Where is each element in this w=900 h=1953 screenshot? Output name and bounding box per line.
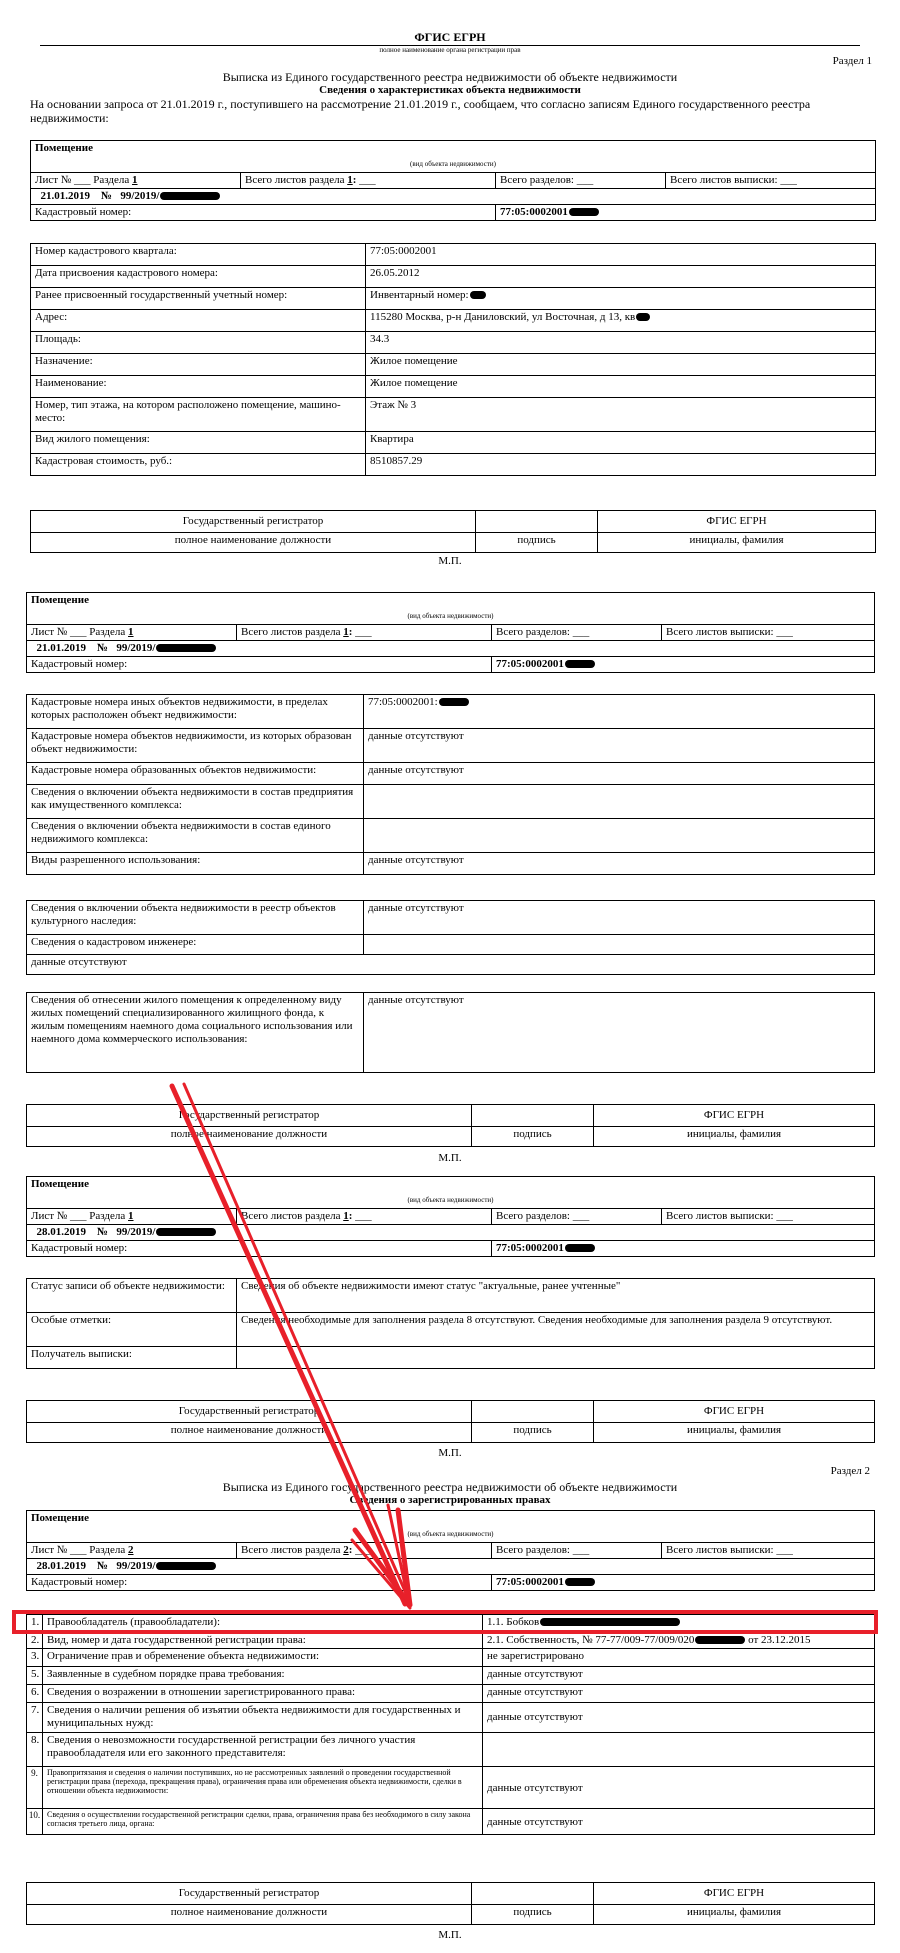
row-value: данные отсутствуют <box>364 853 875 875</box>
row-value: Этаж № 3 <box>366 398 876 432</box>
engineer-value: данные отсутствуют <box>27 955 875 975</box>
row-num: 1. <box>27 1615 43 1633</box>
row-value: не зарегистрировано <box>483 1649 875 1667</box>
cad-label: Кадастровый номер: <box>27 657 492 673</box>
cad-value: 77:05:0002001 <box>492 657 875 673</box>
row-label: Кадастровая стоимость, руб.: <box>31 454 366 476</box>
row-num: 8. <box>27 1733 43 1767</box>
total-sheets: Всего листов раздела 2: ___ <box>237 1543 492 1559</box>
extract-date-number: 28.01.2019 № 99/2019/ <box>27 1559 875 1575</box>
initials-caption: инициалы, фамилия <box>594 1127 875 1147</box>
signature-caption: подпись <box>472 1127 594 1147</box>
extract-title-1: Выписка из Единого государственного реестра недвижимости об объекте недвижимости <box>222 70 678 84</box>
initials-caption: инициалы, фамилия <box>594 1423 875 1443</box>
object-type: Помещение <box>31 1512 89 1524</box>
sheet-no: Лист № ___ Раздела 1 <box>27 625 237 641</box>
row-value: данные отсутствуют <box>364 763 875 785</box>
row-label: Адрес: <box>31 310 366 332</box>
object-type-caption: (вид объекта недвижимости) <box>31 157 876 173</box>
extract-date-number: 28.01.2019 № 99/2019/ <box>27 1225 875 1241</box>
extract-date-number: 21.01.2019 № 99/2019/ <box>31 189 876 205</box>
registrar-org: ФГИС ЕГРН <box>594 1883 875 1905</box>
row-num: 3. <box>27 1649 43 1667</box>
row-label: Площадь: <box>31 332 366 354</box>
sheet-no: Лист № ___ Раздела 2 <box>27 1543 237 1559</box>
object-type: Помещение <box>35 142 93 154</box>
signature-caption: подпись <box>472 1905 594 1925</box>
section1-label: Раздел 1 <box>832 55 872 67</box>
special-label: Сведения об отнесении жилого помещения к определенному виду жилых помещений специализированного жилищного фонда, к жилым помещениям наемного дома социального использования или наемного дома коммерческого использования: <box>27 993 364 1073</box>
extract-title-2: Выписка из Единого государственного реестра недвижимости об объекте недвижимости <box>222 1480 678 1494</box>
initials-caption: инициалы, фамилия <box>594 1905 875 1925</box>
row-value: 77:05:0002001 <box>366 244 876 266</box>
object-type: Помещение <box>31 1178 89 1190</box>
total-sheets: Всего листов раздела 1: ___ <box>237 1209 492 1225</box>
registrar-org: ФГИС ЕГРН <box>598 511 876 533</box>
basis-text: На основании запроса от 21.01.2019 г., поступившего на рассмотрение 21.01.2019 г., сообщаем, что согласно записям Единого государственного реестра недвижимости: <box>30 97 811 125</box>
total-sections: Всего разделов: ___ <box>492 1543 662 1559</box>
row-value: 1.1. Бобков <box>483 1615 875 1633</box>
section2-label: Раздел 2 <box>830 1465 870 1477</box>
total-extract-sheets: Всего листов выписки: ___ <box>662 1209 875 1225</box>
row-label: Ограничение прав и обременение объекта недвижимости: <box>43 1649 483 1667</box>
registrar: Государственный регистратор <box>31 511 476 533</box>
row-num: 5. <box>27 1667 43 1685</box>
heritage-label: Сведения о включении объекта недвижимости в реестр объектов культурного наследия: <box>27 901 364 935</box>
row-value: данные отсутствуют <box>483 1703 875 1733</box>
row-value: данные отсутствуют <box>483 1667 875 1685</box>
registrar-org: ФГИС ЕГРН <box>594 1105 875 1127</box>
row-label: Номер, тип этажа, на котором расположено помещение, машино-место: <box>31 398 366 432</box>
mp-stamp: М.П. <box>438 556 462 564</box>
row-label: Сведения о возражении в отношении зарегистрированного права: <box>43 1685 483 1703</box>
row-value: 26.05.2012 <box>366 266 876 288</box>
object-type-caption: (вид объекта недвижимости) <box>27 1193 875 1209</box>
cad-label: Кадастровый номер: <box>31 205 496 221</box>
sheet-no: Лист № ___ Раздела 1 <box>31 173 241 189</box>
total-sections: Всего разделов: ___ <box>492 625 662 641</box>
heritage-value: данные отсутствуют <box>364 901 875 935</box>
row-num: 6. <box>27 1685 43 1703</box>
sheet-no: Лист № ___ Раздела 1 <box>27 1209 237 1225</box>
row-label: Дата присвоения кадастрового номера: <box>31 266 366 288</box>
cad-value: 77:05:0002001 <box>492 1575 875 1591</box>
mp-stamp: М.П. <box>438 1447 462 1459</box>
recipient-label: Получатель выписки: <box>27 1347 237 1369</box>
row-value: 115280 Москва, р-н Даниловский, ул Восточная, д 13, кв <box>366 310 876 332</box>
row-label: Сведения о невозможности государственной регистрации без личного участия правообладателя или его законного представителя: <box>43 1733 483 1767</box>
row-value: 8510857.29 <box>366 454 876 476</box>
registrar: Государственный регистратор <box>27 1883 472 1905</box>
notes-value: Сведения необходимые для заполнения раздела 8 отсутствуют. Сведения необходимые для заполнения раздела 9 отсутствуют. <box>237 1313 875 1347</box>
row-value: данные отсутствуют <box>364 729 875 763</box>
row-label: Виды разрешенного использования: <box>27 853 364 875</box>
registrar-org: ФГИС ЕГРН <box>594 1401 875 1423</box>
total-extract-sheets: Всего листов выписки: ___ <box>662 1543 875 1559</box>
row-value: Квартира <box>366 432 876 454</box>
org-name: ФГИС ЕГРН <box>40 30 860 46</box>
special-value: данные отсутствуют <box>364 993 875 1073</box>
row-label: Сведения о наличии решения об изъятии объекта недвижимости для государственных и муниципальных нужд: <box>43 1703 483 1733</box>
total-sections: Всего разделов: ___ <box>492 1209 662 1225</box>
total-sheets: Всего листов раздела 1: ___ <box>241 173 496 189</box>
extract-date-number: 21.01.2019 № 99/2019/ <box>27 641 875 657</box>
row-num: 7. <box>27 1703 43 1733</box>
object-type: Помещение <box>31 594 89 606</box>
row-value: данные отсутствуют <box>483 1767 875 1809</box>
row-value: 34.3 <box>366 332 876 354</box>
total-extract-sheets: Всего листов выписки: ___ <box>662 625 875 641</box>
position-caption: полное наименование должности <box>31 533 476 553</box>
total-sheets: Всего листов раздела 1: ___ <box>237 625 492 641</box>
row-label: Назначение: <box>31 354 366 376</box>
notes-label: Особые отметки: <box>27 1313 237 1347</box>
row-num: 10. <box>27 1809 43 1835</box>
row-label: Номер кадастрового квартала: <box>31 244 366 266</box>
total-sections: Всего разделов: ___ <box>496 173 666 189</box>
row-value: 77:05:0002001: <box>364 695 875 729</box>
row-label: Кадастровые номера образованных объектов недвижимости: <box>27 763 364 785</box>
row-value: 2.1. Собственность, № 77-77/009-77/009/020 от 23.12.2015 <box>483 1633 875 1649</box>
registrar: Государственный регистратор <box>27 1401 472 1423</box>
row-label: Правопритязания и сведения о наличии поступивших, но не рассмотренных заявлений о проведении государственной регистрации права (перехода, прекращения права), ограничения права или обременения объекта недвижимости, сделки в отношении объекта недвижимости: <box>43 1767 483 1809</box>
row-num: 2. <box>27 1633 43 1649</box>
object-type-caption: (вид объекта недвижимости) <box>27 1527 875 1543</box>
total-extract-sheets: Всего листов выписки: ___ <box>666 173 876 189</box>
org-caption: полное наименование органа регистрации прав <box>379 46 521 54</box>
mp-stamp: М.П. <box>438 1929 462 1941</box>
row-value: Инвентарный номер: <box>366 288 876 310</box>
row-num: 9. <box>27 1767 43 1809</box>
row-value: Жилое помещение <box>366 354 876 376</box>
row-label: Сведения о включении объекта недвижимости в состав предприятия как имущественного комплекса: <box>27 785 364 819</box>
status-value: Сведения об объекте недвижимости имеют статус "актуальные, ранее учтенные" <box>237 1279 875 1313</box>
position-caption: полное наименование должности <box>27 1905 472 1925</box>
engineer-label: Сведения о кадастровом инженере: <box>27 935 364 955</box>
row-value: данные отсутствуют <box>483 1809 875 1835</box>
row-label: Сведения о осуществлении государственной регистрации сделки, права, ограничения права без необходимого в силу закона согласия третьего лица, органа: <box>43 1809 483 1835</box>
object-type-caption: (вид объекта недвижимости) <box>27 609 875 625</box>
row-label: Правообладатель (правообладатели): <box>43 1615 483 1633</box>
row-value: Жилое помещение <box>366 376 876 398</box>
extract-subtitle-1: Сведения о характеристиках объекта недвижимости <box>319 84 581 96</box>
cad-label: Кадастровый номер: <box>27 1241 492 1257</box>
initials-caption: инициалы, фамилия <box>598 533 876 553</box>
row-label: Наименование: <box>31 376 366 398</box>
position-caption: полное наименование должности <box>27 1127 472 1147</box>
row-label: Сведения о включении объекта недвижимости в состав единого недвижимого комплекса: <box>27 819 364 853</box>
row-label: Кадастровые номера иных объектов недвижимости, в пределах которых расположен объект недвижимости: <box>27 695 364 729</box>
extract-subtitle-2: Сведения о зарегистрированных правах <box>349 1494 551 1506</box>
row-value: данные отсутствуют <box>483 1685 875 1703</box>
status-label: Статус записи об объекте недвижимости: <box>27 1279 237 1313</box>
position-caption: полное наименование должности <box>27 1423 472 1443</box>
registrar: Государственный регистратор <box>27 1105 472 1127</box>
row-label: Вид, номер и дата государственной регистрации права: <box>43 1633 483 1649</box>
row-label: Ранее присвоенный государственный учетный номер: <box>31 288 366 310</box>
cad-value: 77:05:0002001 <box>492 1241 875 1257</box>
row-label: Вид жилого помещения: <box>31 432 366 454</box>
row-label: Заявленные в судебном порядке права требования: <box>43 1667 483 1685</box>
signature-caption: подпись <box>472 1423 594 1443</box>
mp-stamp: М.П. <box>438 1152 462 1164</box>
cad-value: 77:05:0002001 <box>496 205 876 221</box>
cad-label: Кадастровый номер: <box>27 1575 492 1591</box>
row-label: Кадастровые номера объектов недвижимости, из которых образован объект недвижимости: <box>27 729 364 763</box>
signature-caption: подпись <box>476 533 598 553</box>
